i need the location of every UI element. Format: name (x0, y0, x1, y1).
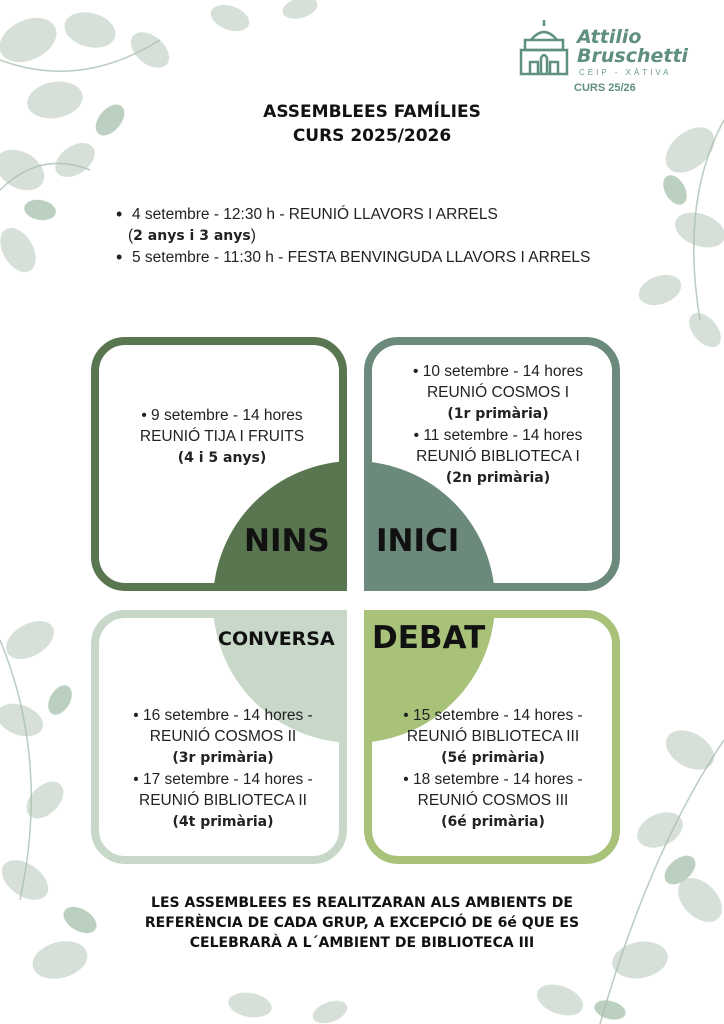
list-item: • 9 setembre - 14 hores REUNIÓ TIJA I FRUITS (4 i 5 anys) (139, 407, 305, 466)
footer-line1: LES ASSEMBLEES ES REALITZARAN ALS AMBIENTS DE (151, 895, 573, 911)
footer-note (96, 893, 628, 953)
conversa-label: CONVERSA (218, 628, 335, 650)
footer-line3: CELEBRARÀ A L´AMBIENT DE BIBLIOTECA III (189, 935, 535, 951)
school-building-icon (519, 18, 569, 76)
event-text: 5 setembre - 11:30 h - FESTA BENVINGUDA LLAVORS I ARRELS (132, 249, 591, 266)
list-item: • 16 setembre - 14 hores - REUNIÓ COSMOS II (3r primària) (133, 707, 313, 766)
event-text: 4 setembre - 12:30 h - REUNIÓ LLAVORS I ARRELS (132, 206, 498, 223)
event-detail: (2 anys i 3 anys) (128, 227, 256, 244)
list-item: • 10 setembre - 14 hores REUNIÓ COSMOS I (1r primària) (413, 363, 583, 422)
page-title (0, 100, 724, 148)
nins-label: NINS (244, 523, 330, 559)
list-item (116, 247, 616, 268)
list-item: • 18 setembre - 14 hores - REUNIÓ COSMOS III (6é primària) (403, 771, 583, 830)
conversa-events (98, 705, 348, 833)
list-item (116, 204, 616, 247)
inici-events (378, 361, 618, 489)
list-item: • 17 setembre - 14 hores - REUNIÓ BIBLIOTECA II (4t primària) (133, 771, 313, 830)
title-line1: ASSEMBLEES FAMÍLIES (263, 102, 481, 122)
school-year: CURS 25/26 (574, 82, 636, 94)
inici-label: INICI (376, 523, 460, 559)
school-name-line2: Bruschetti (577, 45, 689, 67)
footer-line2: REFERÈNCIA DE CADA GRUP, A EXCEPCIÓ DE 6é QUE ES (144, 915, 580, 931)
nins-events (104, 405, 340, 469)
debat-events (366, 705, 620, 833)
school-name-line1: Attilio (577, 26, 642, 48)
debat-label: DEBAT (372, 620, 486, 656)
school-logo (519, 18, 719, 98)
school-name (577, 28, 688, 66)
top-events-list (116, 204, 616, 268)
list-item: • 15 setembre - 14 hores - REUNIÓ BIBLIOTECA III (5é primària) (403, 707, 583, 766)
list-item: • 11 setembre - 14 hores REUNIÓ BIBLIOTECA I (2n primària) (413, 427, 583, 486)
title-line2: CURS 2025/2026 (292, 126, 452, 146)
school-location: CEIP - XÀTIVA (579, 68, 672, 77)
quadrant-divider-horizontal (84, 591, 628, 610)
